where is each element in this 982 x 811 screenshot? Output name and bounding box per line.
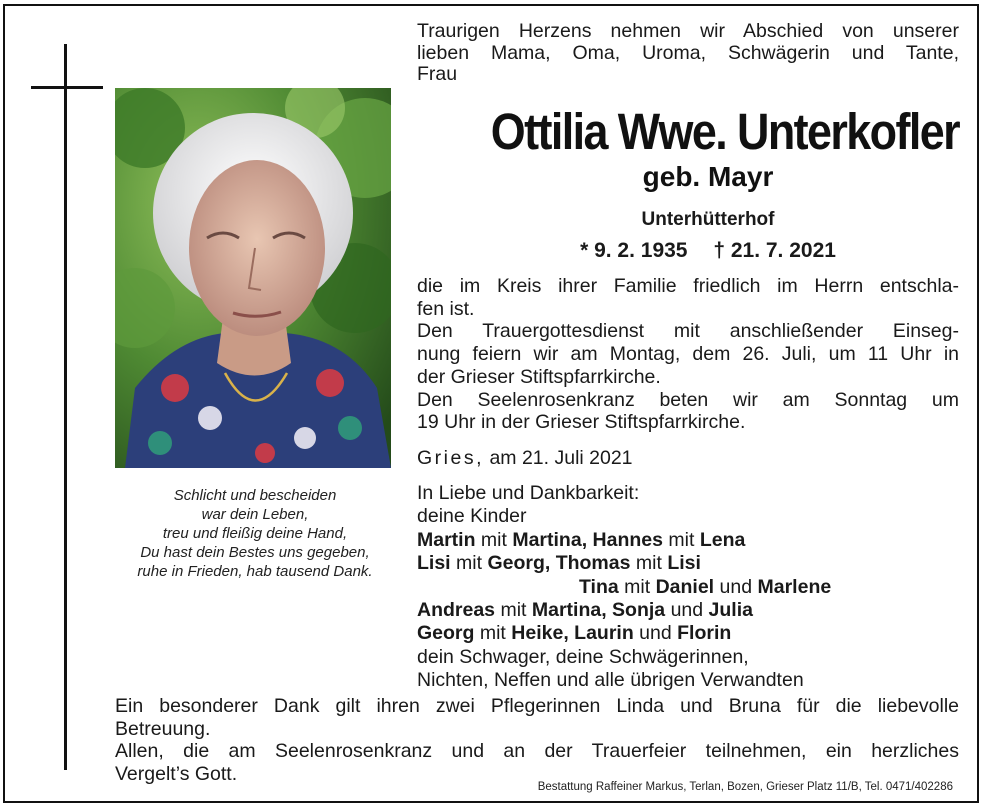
- text-line: Den Seelenrosenkranz beten wir am Sonntag um: [417, 388, 959, 411]
- portrait-illustration: [115, 88, 391, 468]
- poem: [105, 486, 405, 581]
- portrait-photo: [115, 88, 391, 468]
- text-line: die im Kreis ihrer Familie friedlich im Herrn entschla-: [417, 275, 959, 297]
- poem-line: Du hast dein Bestes uns gegeben,: [140, 544, 370, 561]
- poem-line: Schlicht und bescheiden: [173, 487, 337, 504]
- cross-icon: [31, 44, 103, 770]
- birth-date: * 9. 2. 1935: [580, 239, 688, 262]
- intro-text: [417, 21, 959, 86]
- farm-name: Unterhütterhof: [641, 209, 775, 230]
- place: Gries,: [417, 447, 485, 469]
- place-date: [417, 447, 959, 470]
- obituary-card: [3, 4, 979, 803]
- intro-line: Traurigen Herzens nehmen wir Abschied von unserer: [417, 20, 959, 42]
- poem-line: ruhe in Frieden, hab tausend Dank.: [137, 563, 373, 580]
- text-line: Den Trauergottesdienst mit anschließender Einseg-: [417, 320, 959, 343]
- thanks-line: Ein besonderer Dank gilt ihren zwei Pflegerinnen Linda und Bruna für die liebevolle: [115, 695, 959, 717]
- intro-line: Frau: [417, 63, 458, 85]
- announcement-text: [417, 275, 959, 434]
- thanks-line: Allen, die am Seelenrosenkranz und an der Trauerfeier teilnehmen, ein herzliches: [115, 740, 959, 762]
- text-line: der Grieser Stiftspfarrkirche.: [417, 365, 661, 388]
- children-label: deine Kinder: [417, 505, 527, 528]
- deceased-name: Ottilia Wwe. Unterkofler: [490, 103, 959, 160]
- family-line: dein Schwager, deine Schwägerinnen,: [417, 645, 749, 668]
- poem-line: war dein Leben,: [201, 506, 309, 523]
- family-line: Georg mit Heike, Laurin und Florin: [417, 622, 732, 645]
- thanks-line: Betreuung.: [115, 717, 211, 740]
- family-line: Nichten, Neffen und alle übrigen Verwandten: [417, 669, 804, 692]
- family-list: [417, 482, 959, 693]
- family-line: Tina mit Daniel und Marlene: [579, 575, 832, 598]
- life-dates: [417, 239, 959, 263]
- text-line: nung feiern wir am Montag, dem 26. Juli, um 11 Uhr in: [417, 343, 959, 366]
- funeral-home-footer: Bestattung Raffeiner Markus, Terlan, Bozen, Grieser Platz 11/B, Tel. 0471/402286: [537, 781, 953, 793]
- poem-line: treu und fleißig deine Hand,: [162, 525, 348, 542]
- text-line: 19 Uhr in der Grieser Stiftspfarrkirche.: [417, 411, 746, 434]
- intro-line: lieben Mama, Oma, Uroma, Schwägerin und Tante,: [417, 41, 959, 64]
- thanks-line: Vergelt’s Gott.: [115, 762, 238, 785]
- family-line: Andreas mit Martina, Sonja und Julia: [417, 599, 753, 622]
- family-line: Martin mit Martina, Hannes mit Lena: [417, 528, 746, 551]
- date: am 21. Juli 2021: [489, 447, 633, 469]
- death-date: † 21. 7. 2021: [713, 239, 836, 262]
- family-heading: In Liebe und Dankbarkeit:: [417, 482, 640, 504]
- family-line: Lisi mit Georg, Thomas mit Lisi: [417, 552, 701, 575]
- thanks-text: [115, 695, 959, 785]
- maiden-name: geb. Mayr: [642, 161, 774, 192]
- text-line: fen ist.: [417, 297, 475, 320]
